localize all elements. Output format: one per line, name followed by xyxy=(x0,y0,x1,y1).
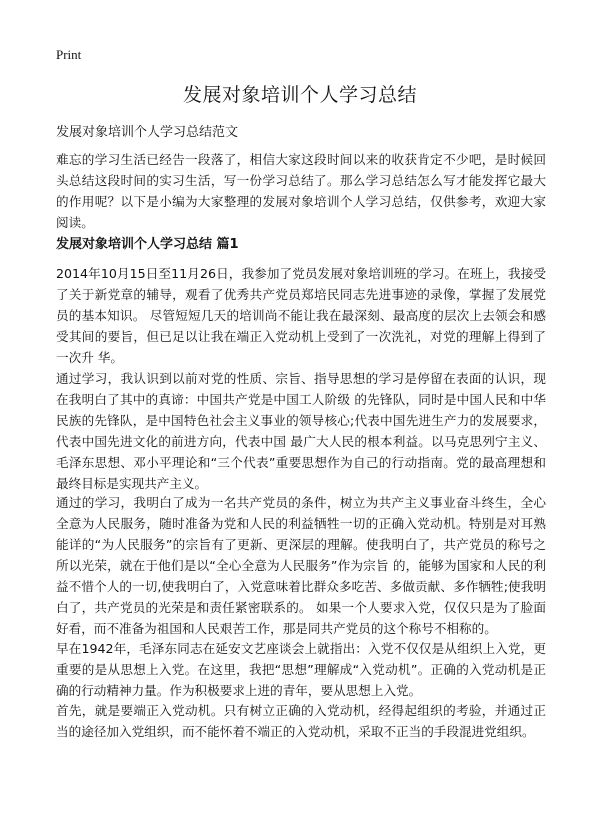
body-paragraph-4: 早在1942年，毛泽东同志在延安文艺座谈会上就指出：入党不仅仅是从组织上入党，更重要的是从思想上入党。在这里，我把“思想”理解成“入党动机”。正确的入党动机是正确的行动精神力量。作为积极要求上进的青年，要从思想上入党。 xyxy=(56,641,546,698)
body-paragraph-5: 首先，就是要端正入党动机。只有树立正确的入党动机，经得起组织的考验，并通过正当的途径加入党组织，而不能怀着不端正的入党动机，采取不正当的手段混进党组织。 xyxy=(56,703,546,739)
section-heading: 发展对象培训个人学习总结 篇1 xyxy=(56,237,239,252)
body-paragraph-1: 2014年10月15日至11月26日，我参加了党员发展对象培训班的学习。在班上，我接受了关于新党章的辅导，观看了优秀共产党员郑培民同志先进事迹的录像，掌握了发展党员的基本知识。 尽管短短几天的培训尚不能让我在最深刻、最高度的层次上去领会和感受其间的要旨，但已足以让我在端正入党动机上受到了一次洗礼，对党的理解上得到了一次升 华。 xyxy=(56,266,546,365)
print-link[interactable]: Print xyxy=(56,47,82,62)
body-paragraph-2: 通过学习，我认识到以前对党的性质、宗旨、指导思想的学习是停留在表面的认识，现在我明白了其中的真谛：中国共产党是中国工人阶级 的先锋队，同时是中国人民和中华民族的先锋队，是中国特色社会主义事业的领导核心;代表中国先进生产力的发展要求，代表中国先进文化的前进方向，代表中国 最广大人民的根本利益。以马克思列宁主义、毛泽东思想、邓小平理论和“三个代表”重要思想作为自己的行动指南。党的最高理想和最终目标是实现共产主义。 xyxy=(56,371,546,491)
page-title: 发展对象培训个人学习总结 xyxy=(182,84,417,106)
document-subtitle: 发展对象培训个人学习总结范文 xyxy=(56,125,239,140)
intro-paragraph: 难忘的学习生活已经告一段落了，相信大家这段时间以来的收获肯定不少吧，是时候回头总结这段时间的实习生活，写一份学习总结了。那么学习总结怎么写才能发挥它最大的作用呢？以下是小编为大家整理的发展对象培训个人学习总结，仅供参考，欢迎大家阅读。 xyxy=(56,152,546,230)
body-paragraph-3: 通过的学习，我明白了成为一名共产党员的条件，树立为共产主义事业奋斗终生，全心全意为人民服务，随时准备为党和人民的利益牺牲一切的正确入党动机。特别是对耳熟能详的“为人民服务”的宗旨有了更新、更深层的理解。使我明白了，共产党员的称号之所以光荣，就在于他们是以“全心全意为人民服务”作为宗旨 的，能够为国家和人民的利益不惜个人的一切,使我明白了，入党意味着比群众多吃苦、多做贡献、多作牺牲;使我明白了，共产党员的光荣是和责任紧密联系的。 如果一个人要求入党，仅仅只是为了脸面好看，而不准备为祖国和人民艰苦工作，那是同共产党员的这个称号不相称的。 xyxy=(56,495,546,636)
